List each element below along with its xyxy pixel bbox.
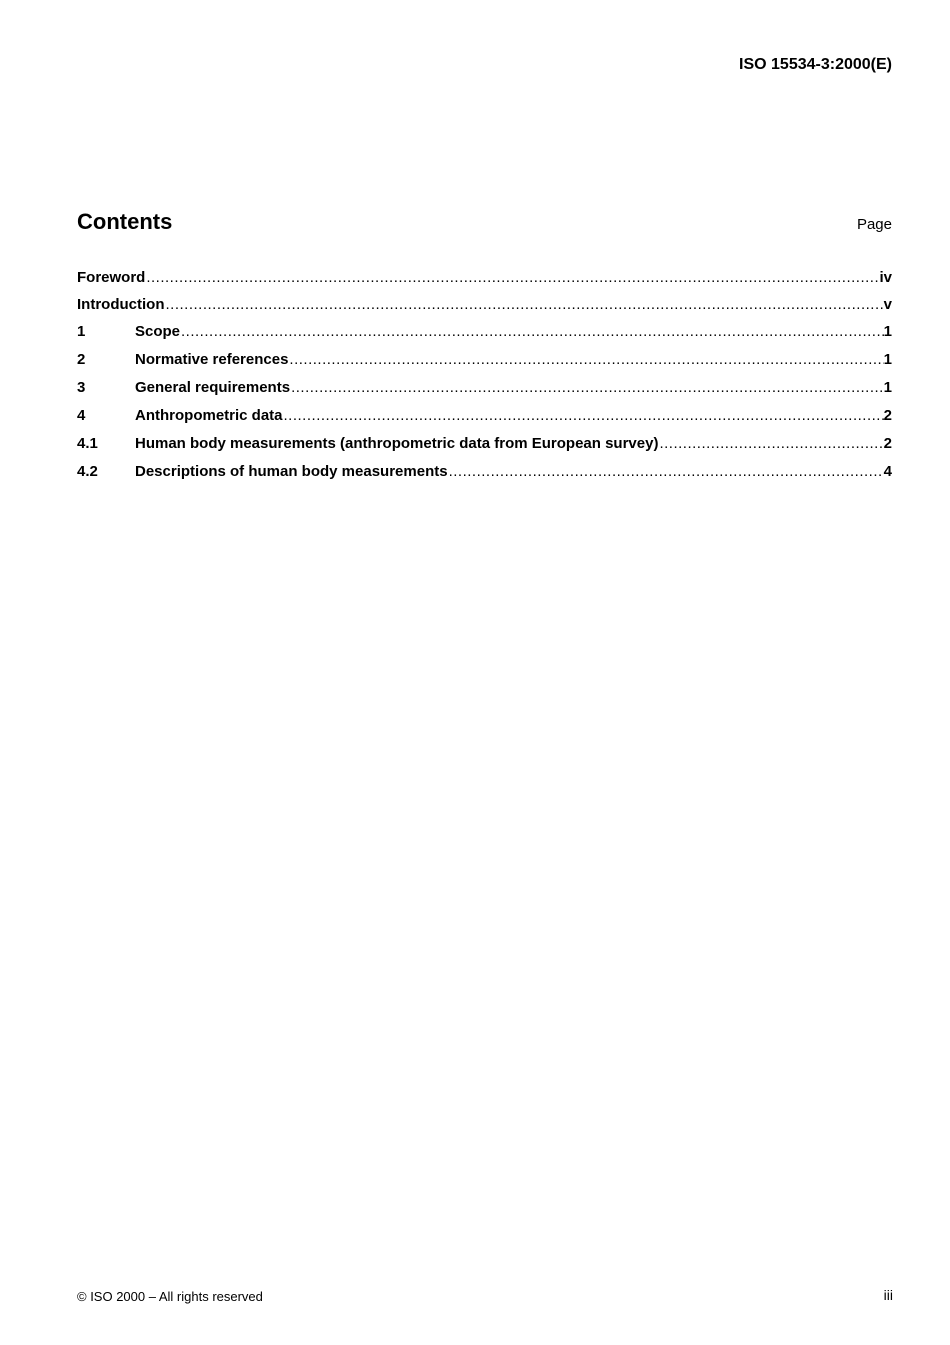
- toc-entry-foreword[interactable]: [77, 268, 892, 295]
- toc-entry-title: Descriptions of human body measurements: [135, 463, 448, 480]
- toc-entry-page: 4: [883, 463, 892, 480]
- footer-copyright: © ISO 2000 – All rights reserved: [77, 1289, 263, 1304]
- toc-entry-title: Anthropometric data: [135, 407, 283, 424]
- toc-entry-general-requirements[interactable]: [77, 378, 892, 406]
- toc-entry-title: Scope: [135, 323, 181, 340]
- toc-entry-page: v: [883, 296, 892, 313]
- toc-entry-page: 2: [883, 407, 892, 424]
- toc-entry-normative-references[interactable]: [77, 350, 892, 378]
- toc-entry-number: 4: [77, 407, 86, 424]
- footer-page-number: iii: [883, 1287, 893, 1303]
- toc-entry-page: 1: [883, 351, 892, 368]
- toc-entry-scope[interactable]: [77, 322, 892, 350]
- dot-leader: [145, 268, 879, 288]
- toc-entry-number: 3: [77, 379, 86, 396]
- toc-entry-title: Foreword: [77, 269, 146, 286]
- table-of-contents: [77, 268, 892, 490]
- toc-entry-number: 4.2: [77, 463, 98, 480]
- dot-leader: [290, 378, 884, 398]
- toc-entry-title: General requirements: [135, 379, 291, 396]
- dot-leader: [180, 322, 884, 342]
- dot-leader: [283, 406, 884, 426]
- toc-entry-introduction[interactable]: [77, 295, 892, 322]
- toc-entry-number: 2: [77, 351, 86, 368]
- toc-entry-title: Human body measurements (anthropometric data from European survey): [135, 435, 659, 452]
- document-id: ISO 15534-3:2000(E): [739, 56, 892, 73]
- toc-entry-page: 1: [883, 323, 892, 340]
- toc-entry-number: 4.1: [77, 435, 98, 452]
- dot-leader: [448, 462, 884, 482]
- toc-entry-page: 2: [883, 435, 892, 452]
- toc-entry-title: Normative references: [135, 351, 289, 368]
- toc-entry-human-body-measurements[interactable]: [77, 434, 892, 462]
- toc-entry-descriptions[interactable]: [77, 462, 892, 490]
- toc-entry-anthropometric-data[interactable]: [77, 406, 892, 434]
- dot-leader: [288, 350, 883, 370]
- toc-entry-title: Introduction: [77, 296, 165, 313]
- page-column-label: Page: [856, 216, 892, 233]
- toc-entry-page: 1: [883, 379, 892, 396]
- dot-leader: [658, 434, 883, 454]
- contents-header: [77, 209, 892, 235]
- toc-entry-number: 1: [77, 323, 86, 340]
- dot-leader: [164, 295, 883, 315]
- toc-entry-page: iv: [879, 269, 892, 286]
- contents-title: Contents: [77, 209, 173, 234]
